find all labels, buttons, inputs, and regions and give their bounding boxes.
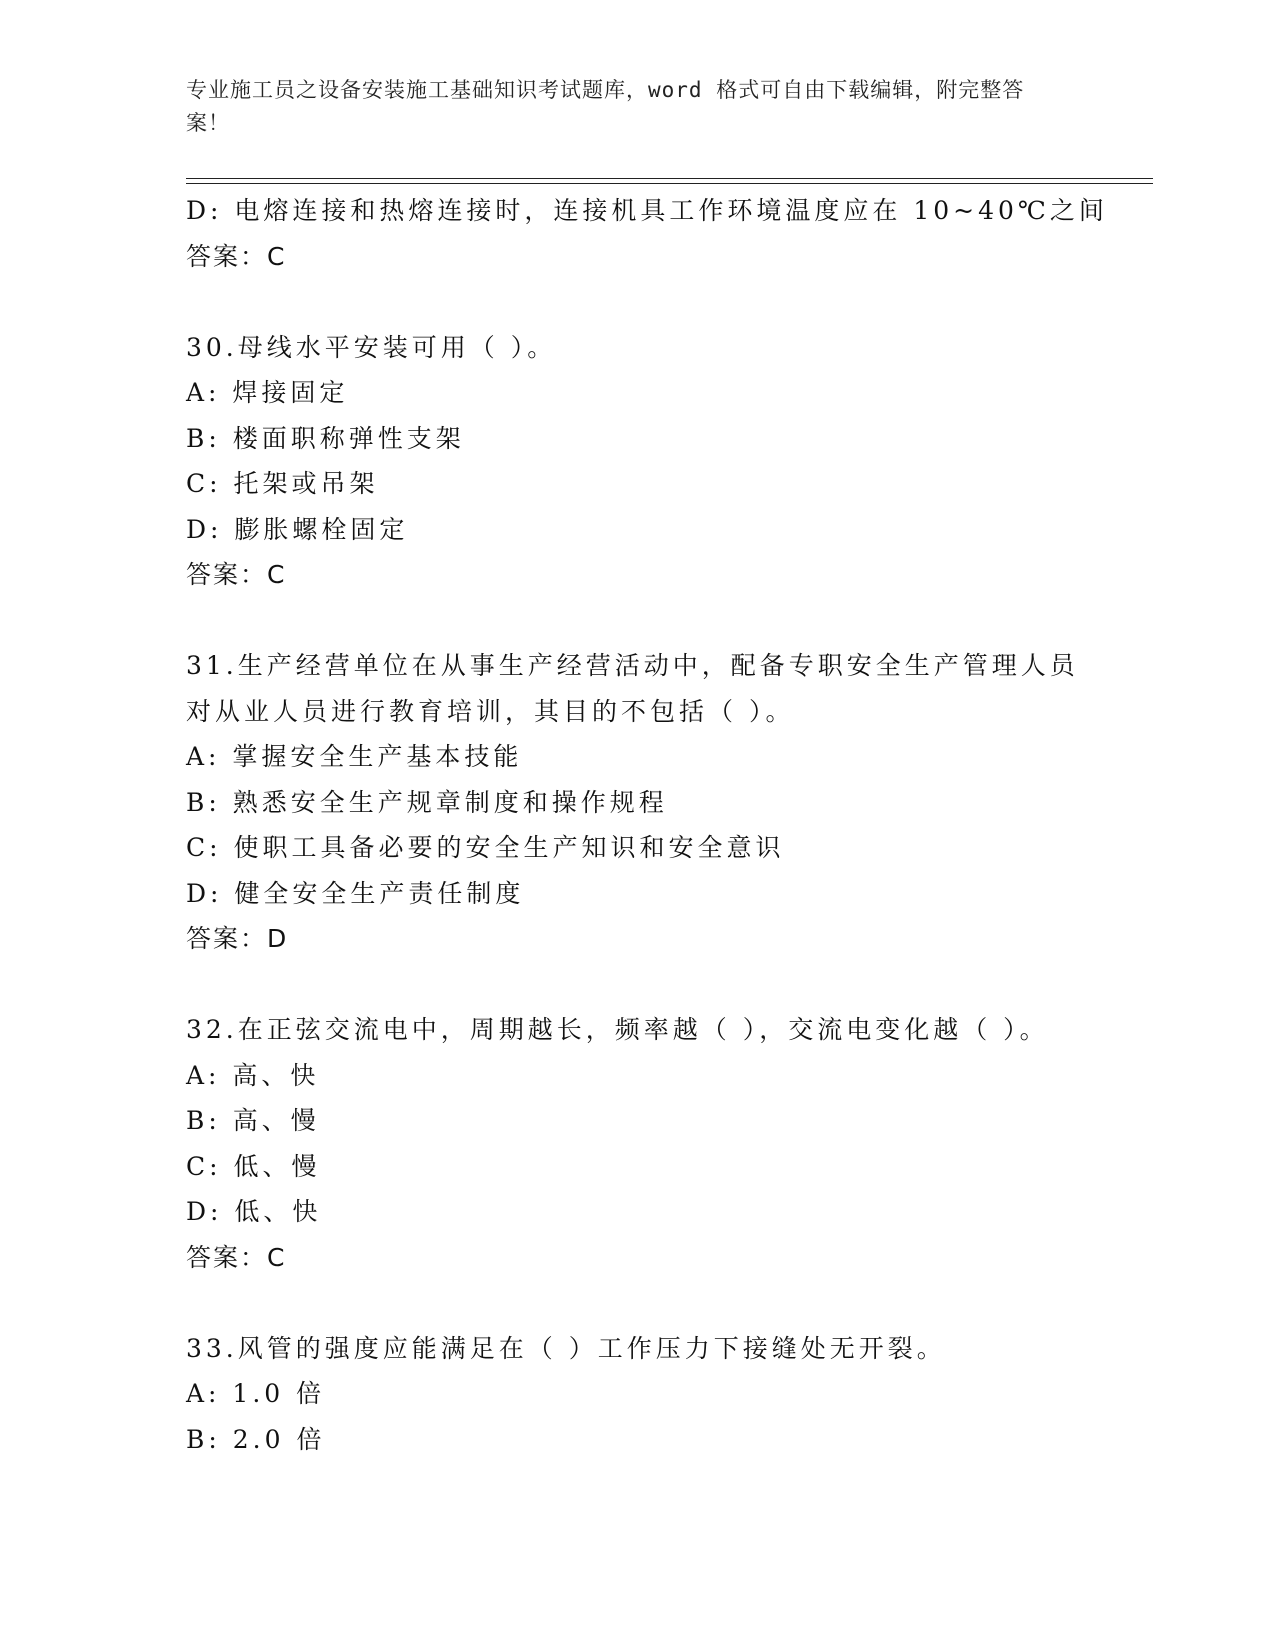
option-d: D: 电熔连接和热熔连接时，连接机具工作环境温度应在 10~40℃之间 xyxy=(186,196,1108,225)
option-c: C: 低、慢 xyxy=(186,1151,321,1181)
option-a: A: 1.0 倍 xyxy=(186,1379,326,1408)
answer: 答案：C xyxy=(186,1242,287,1272)
spacer xyxy=(186,1280,1086,1326)
option-b: B: 高、慢 xyxy=(186,1106,320,1135)
question-31 xyxy=(186,643,1086,962)
question-stem: 32.在正弦交流电中，周期越长，频率越（ ），交流电变化越（ ）。 xyxy=(186,1015,1049,1044)
question-33 xyxy=(186,1326,1086,1463)
option-b: B: 熟悉安全生产规章制度和操作规程 xyxy=(186,787,668,817)
option-b: B: 楼面职称弹性支架 xyxy=(186,423,465,453)
option-d: D: 膨胀螺栓固定 xyxy=(186,514,409,544)
header-divider-top xyxy=(186,178,1153,179)
spacer xyxy=(186,962,1086,1008)
option-c: C: 托架或吊架 xyxy=(186,469,379,498)
question-32 xyxy=(186,1007,1086,1280)
spacer xyxy=(186,598,1086,644)
answer: 答案：C xyxy=(186,560,287,589)
answer: 答案：C xyxy=(186,241,287,271)
option-c: C: 使职工具备必要的安全生产知识和安全意识 xyxy=(186,833,785,862)
option-d: D: 低、快 xyxy=(186,1197,322,1226)
question-stem: 31.生产经营单位在从事生产经营活动中，配备专职安全生产管理人员 xyxy=(186,651,1079,680)
question-stem: 30.母线水平安装可用（ ）。 xyxy=(186,332,557,362)
option-a: A: 焊接固定 xyxy=(186,378,349,407)
option-a: A: 高、快 xyxy=(186,1060,320,1090)
question-content xyxy=(186,188,1108,1462)
document-header: 专业施工员之设备安装施工基础知识考试题库，word 格式可自由下载编辑，附完整答案！ xyxy=(186,78,1025,135)
question-stem-continued: 对从业人员进行教育培训，其目的不包括（ ）。 xyxy=(186,696,795,726)
question-30 xyxy=(186,325,1086,598)
answer: 答案：D xyxy=(186,924,289,953)
question-stem: 33.风管的强度应能满足在（ ）工作压力下接缝处无开裂。 xyxy=(186,1333,946,1363)
spacer xyxy=(186,279,1086,325)
option-d: D: 健全安全生产责任制度 xyxy=(186,878,525,908)
option-a: A: 掌握安全生产基本技能 xyxy=(186,742,523,771)
header-divider-bottom xyxy=(186,183,1153,184)
option-b: B: 2.0 倍 xyxy=(186,1424,326,1454)
